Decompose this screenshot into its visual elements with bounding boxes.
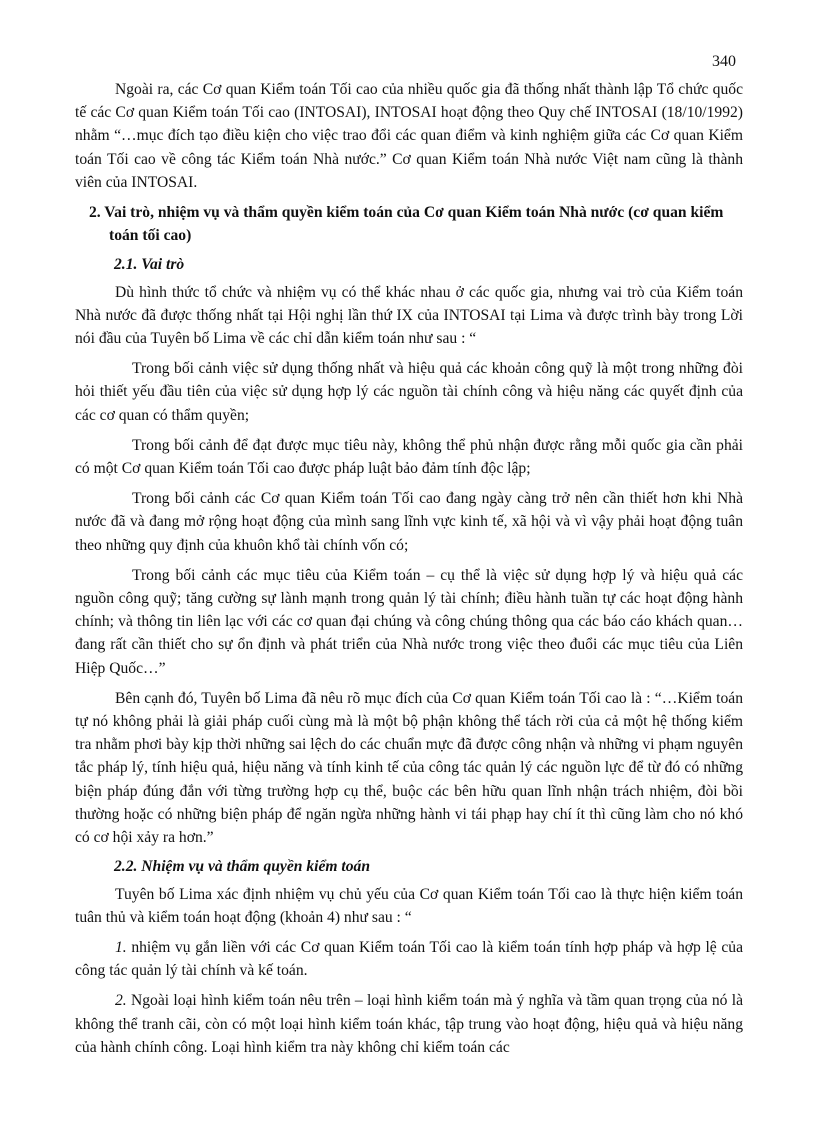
section-heading-2: 2. Vai trò, nhiệm vụ và thẩm quyền kiểm toán của Cơ quan Kiểm toán Nhà nước (cơ quan kiểm toán tối cao)	[89, 204, 724, 245]
list-number: 1.	[115, 938, 127, 956]
list-item-text: nhiệm vụ gắn liền với các Cơ quan Kiểm toán Tối cao là kiểm toán tính hợp pháp và hợp lệ của công tác quản lý tài chính và kế toán.	[75, 938, 743, 980]
paragraph-duties: Tuyên bố Lima xác định nhiệm vụ chủ yếu của Cơ quan Kiểm toán Tối cao là thực hiện kiểm toán tuân thủ và kiểm toán hoạt động (khoản 4) như sau : “	[75, 885, 743, 926]
list-item-text: Ngoài loại hình kiểm toán nêu trên – loại hình kiểm toán mà ý nghĩa và tầm quan trọng của nó là không thể tranh cãi, còn có một loại hình kiểm toán khác, tập trung vào hoạt động, hiệu quả và hiệu năng của hành chính công. Loại hình kiểm tra này không chỉ kiểm toán các	[75, 992, 743, 1056]
page-number: 340	[712, 53, 736, 70]
paragraph-intosai: Ngoài ra, các Cơ quan Kiểm toán Tối cao của nhiều quốc gia đã thống nhất thành lập Tổ chức quốc tế các Cơ quan Kiểm toán Tối cao (INTOSAI), INTOSAI hoạt động theo Quy chế INTOSAI (18/10/1992) nhằm “…mục đích tạo điều kiện cho việc trao đổi các quan điểm và kinh nghiệm giữa các Cơ quan Kiểm toán Tối cao về công tác Kiểm toán Nhà nước.” Cơ quan Kiểm toán Nhà nước Việt nam cũng là thành viên của INTOSAI.	[75, 81, 743, 191]
paragraph-role: Dù hình thức tổ chức và nhiệm vụ có thể khác nhau ở các quốc gia, nhưng vai trò của Kiểm toán Nhà nước đã được thống nhất tại Hội nghị lần thứ IX của INTOSAI tại Lima và được trình bày trong Lời nói đầu của Tuyên bố Lima về các chỉ dẫn kiểm toán như sau : “	[75, 283, 743, 348]
quote-paragraph-4: Trong bối cảnh các mục tiêu của Kiểm toán – cụ thể là việc sử dụng hợp lý và hiệu quả các nguồn công quỹ; tăng cường sự lành mạnh trong quản lý tài chính; điều hành tuần tự các hoạt động hành chính; và thông tin liên lạc với các cơ quan đại chúng và công chúng thông qua các báo cáo khách quan… đang rất cần thiết cho sự ổn định và phát triển của Nhà nước trong việc theo đuổi các mục tiêu của Liên Hiệp Quốc…”	[75, 566, 743, 677]
quote-paragraph-2: Trong bối cảnh để đạt được mục tiêu này, không thể phủ nhận được rằng mỗi quốc gia cần phải có một Cơ quan Kiểm toán Tối cao được pháp luật bảo đảm tính độc lập;	[75, 436, 743, 478]
quote-paragraph-1: Trong bối cảnh việc sử dụng thống nhất và hiệu quả các khoản công quỹ là một trong những đòi hỏi thiết yếu đầu tiên của việc sử dụng hợp lý các nguồn tài chính công và hiệu năng các quyết định của các cơ quan có thẩm quyền;	[75, 360, 743, 424]
quote-paragraph-3: Trong bối cảnh các Cơ quan Kiểm toán Tối cao đang ngày càng trở nên cần thiết hơn khi Nhà nước đã và đang mở rộng hoạt động của mình sang lĩnh vực kinh tế, xã hội và vì vậy phải hoạt động tuân theo những quy định của khuôn khổ tài chính vốn có;	[75, 490, 743, 554]
subsection-heading-2-2: 2.2. Nhiệm vụ và thẩm quyền kiểm toán	[114, 858, 371, 876]
subsection-heading-2-1: 2.1. Vai trò	[114, 256, 185, 274]
paragraph-lima-purpose: Bên cạnh đó, Tuyên bố Lima đã nêu rõ mục đích của Cơ quan Kiểm toán Tối cao là : “…Kiểm toán tự nó không phải là giải pháp cuối cùng mà là một bộ phận không thể tách rời của cả một hệ thống kiểm tra nhằm phơi bày kịp thời những sai lệch do các chuẩn mực đã được công nhận và những vi phạm nguyên tắc pháp lý, tính hiệu quả, hiệu năng và tính kinh tế của công tác quản lý các nguồn lực để từ đó có những biện pháp đúng đắn với từng trường hợp cụ thể, buộc các bên hữu quan lĩnh nhận trách nhiệm, đòi bồi thường hoặc có những biện pháp để ngăn ngừa những hành vi tái phạp hay chí ít thì cũng làm cho nó khó có cơ hội xảy ra hơn.”	[75, 689, 743, 847]
document-body	[75, 78, 743, 1059]
list-number: 2.	[115, 992, 127, 1010]
list-item-1	[75, 936, 743, 982]
list-item-2	[75, 989, 743, 1059]
